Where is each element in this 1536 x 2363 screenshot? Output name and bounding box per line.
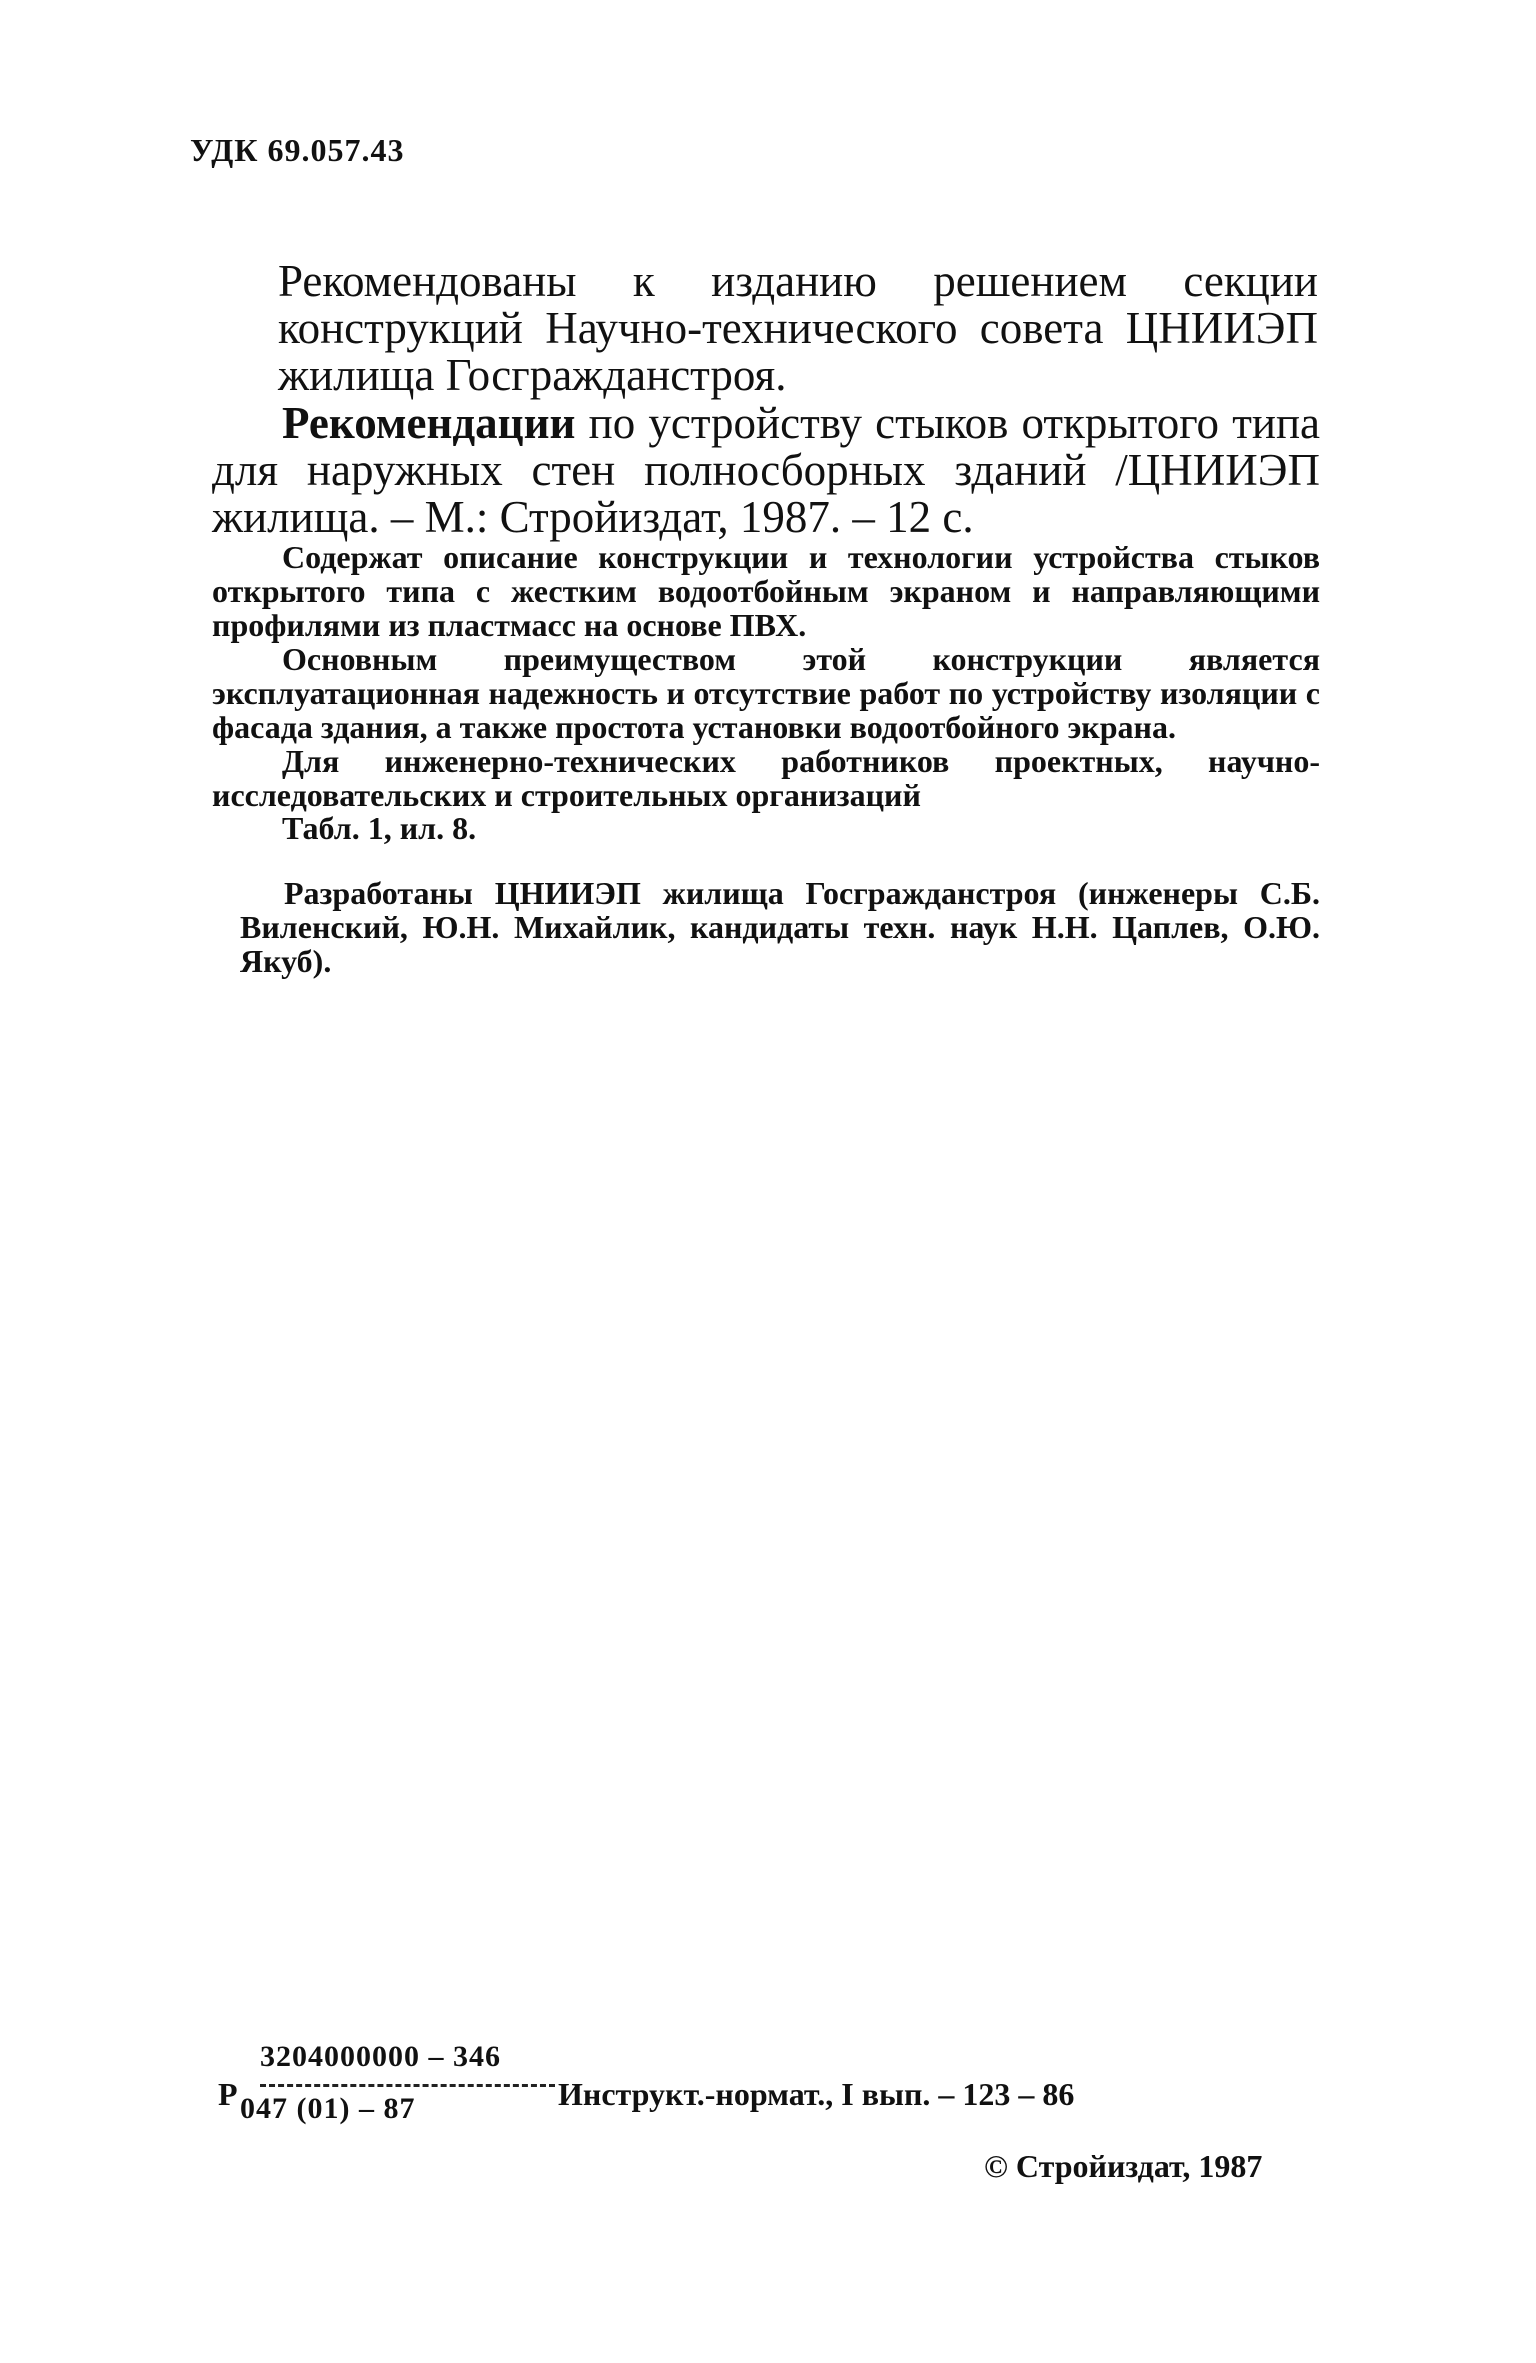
abstract-paragraph: Для инженерно-технических работников проектных, научно-исследовательских и строительных организаций xyxy=(212,743,1320,813)
udk-code: УДК 69.057.43 xyxy=(190,132,405,168)
biblio-rest: по устройству стыков открытого типа для наружных стен полносборных зданий /ЦНИИЭП жилища. – М.: Стройиздат, 1987. – 12 с. xyxy=(212,398,1320,542)
authors-text: Разработаны ЦНИИЭП жилища Госгражданстроя (инженеры С.Б. Виленский, Ю.Н. Михайлик, кандидаты техн. наук Н.Н. Цаплев, О.Ю. Якуб). xyxy=(240,875,1320,979)
abstract-paragraph: Основным преимуществом этой конструкции является эксплуатационная надежность и отсутствие работ по устройству изоляции с фасада здания, а также простота установки водоотбойного экрана. xyxy=(212,641,1320,745)
catalog-numerator: 3204000000 – 346 xyxy=(260,2040,501,2073)
fraction-line xyxy=(260,2084,555,2087)
abstract-paragraph: Содержат описание конструкции и технологии устройства стыков открытого типа с жестким водоотбойным экраном и направляющими профилями из пластмасс на основе ПВХ. xyxy=(212,539,1320,643)
catalog-index xyxy=(218,2040,1318,2184)
recommendation-note: Рекомендованы к изданию решением секции конструкций Научно-технического совета ЦНИИЭП жилища Госгражданстроя. xyxy=(278,256,1318,400)
catalog-prefix: Р xyxy=(218,2076,238,2112)
catalog-series: Инструкт.-нормат., I вып. – 123 – 86 xyxy=(558,2076,1075,2112)
authors-note xyxy=(240,876,1320,978)
abstract xyxy=(212,540,1320,812)
tables-illustrations-count: Табл. 1, ил. 8. xyxy=(282,810,477,846)
bibliographic-entry xyxy=(212,400,1320,541)
biblio-lead: Рекомендации xyxy=(282,398,576,448)
copyright: © Стройиздат, 1987 xyxy=(984,2148,1263,2184)
catalog-denominator: 047 (01) – 87 xyxy=(240,2092,416,2125)
